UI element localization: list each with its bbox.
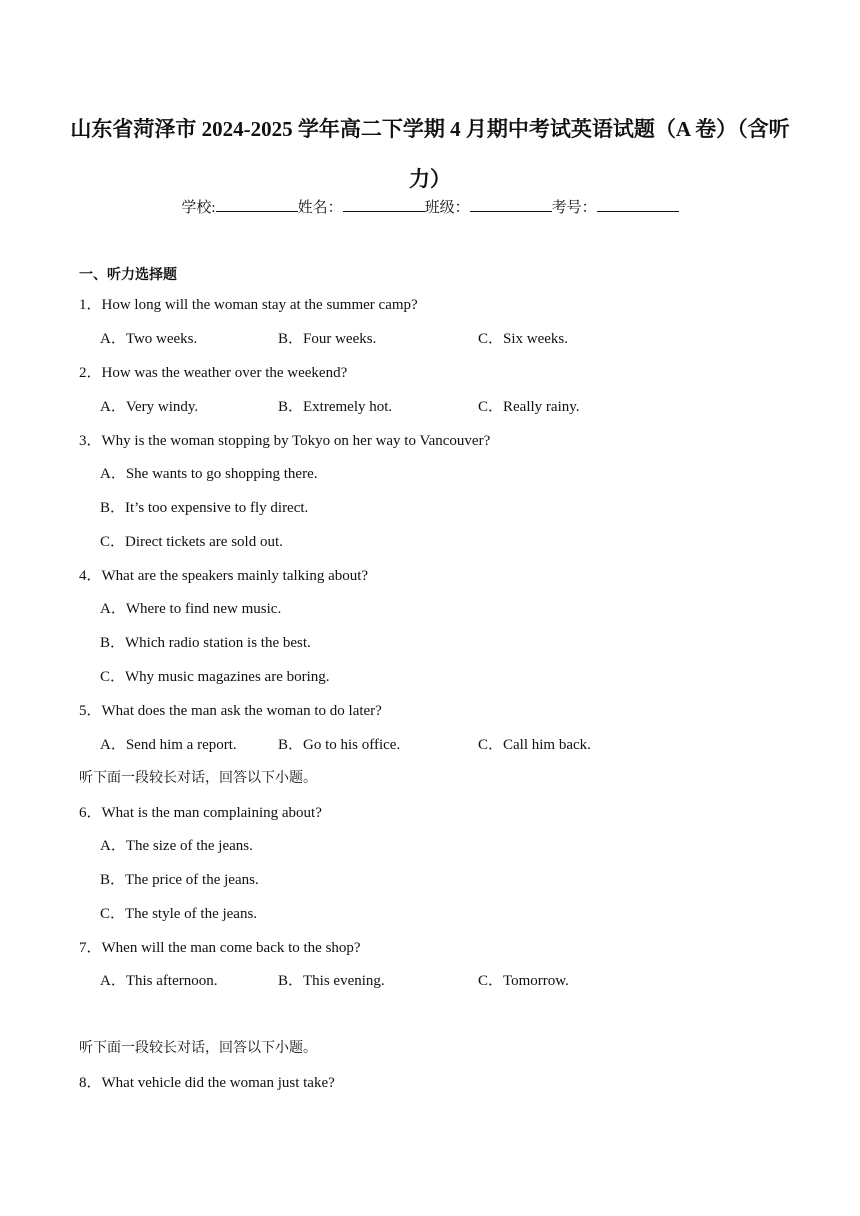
- student-info-line: [0, 196, 860, 217]
- question-2: 2．How was the weather over the weekend?: [79, 365, 348, 381]
- q5-option-b: B．Go to his office.: [278, 737, 401, 753]
- number-label: 考号：: [551, 200, 597, 216]
- page-title: 山东省菏泽市 2024-2025 学年高二下学期 4 月期中考试英语试题（A 卷）（含听力）: [70, 117, 790, 191]
- number-blank[interactable]: [597, 197, 679, 212]
- q6-option-a: A．The size of the jeans.: [100, 838, 253, 854]
- school-label: 学校:: [181, 200, 216, 216]
- q3-option-c: C．Direct tickets are sold out.: [100, 534, 283, 550]
- q1-option-a: A．Two weeks.: [100, 331, 198, 347]
- question-7: 7．When will the man come back to the shop?: [79, 940, 361, 956]
- q6-option-c: C．The style of the jeans.: [100, 906, 258, 922]
- q3-option-b: B．It’s too expensive to fly direct.: [100, 500, 309, 516]
- q7-option-a: A．This afternoon.: [100, 973, 218, 989]
- name-label: 姓名：: [297, 200, 343, 216]
- q7-option-b: B．This evening.: [278, 973, 385, 989]
- q2-option-a: A．Very windy.: [100, 399, 199, 415]
- q5-option-c: C．Call him back.: [478, 737, 591, 753]
- q7-option-c: C．Tomorrow.: [478, 973, 569, 989]
- q3-option-a: A．She wants to go shopping there.: [100, 466, 318, 482]
- section-heading: 一、听力选择题: [79, 267, 177, 283]
- class-blank[interactable]: [470, 197, 552, 212]
- q4-option-c: C．Why music magazines are boring.: [100, 669, 330, 685]
- q6-option-b: B．The price of the jeans.: [100, 872, 259, 888]
- q4-option-b: B．Which radio station is the best.: [100, 635, 311, 651]
- q4-option-a: A．Where to find new music.: [100, 601, 282, 617]
- question-6: 6．What is the man complaining about?: [79, 805, 322, 821]
- q1-option-b: B．Four weeks.: [278, 331, 377, 347]
- school-blank[interactable]: [216, 197, 298, 212]
- question-5: 5．What does the man ask the woman to do later?: [79, 703, 382, 719]
- question-3: 3．Why is the woman stopping by Tokyo on her way to Vancouver?: [79, 433, 491, 449]
- q2-option-c: C．Really rainy.: [478, 399, 580, 415]
- question-8: 8．What vehicle did the woman just take?: [79, 1075, 335, 1091]
- dialogue-instruction-2: 听下面一段较长对话，回答以下小题。: [79, 1040, 317, 1056]
- q1-option-c: C．Six weeks.: [478, 331, 569, 347]
- question-1: 1．How long will the woman stay at the summer camp?: [79, 297, 418, 313]
- class-label: 班级：: [424, 200, 470, 216]
- question-4: 4．What are the speakers mainly talking about?: [79, 568, 369, 584]
- q2-option-b: B．Extremely hot.: [278, 399, 393, 415]
- q5-option-a: A．Send him a report.: [100, 737, 237, 753]
- name-blank[interactable]: [343, 197, 425, 212]
- dialogue-instruction-1: 听下面一段较长对话，回答以下小题。: [79, 770, 317, 786]
